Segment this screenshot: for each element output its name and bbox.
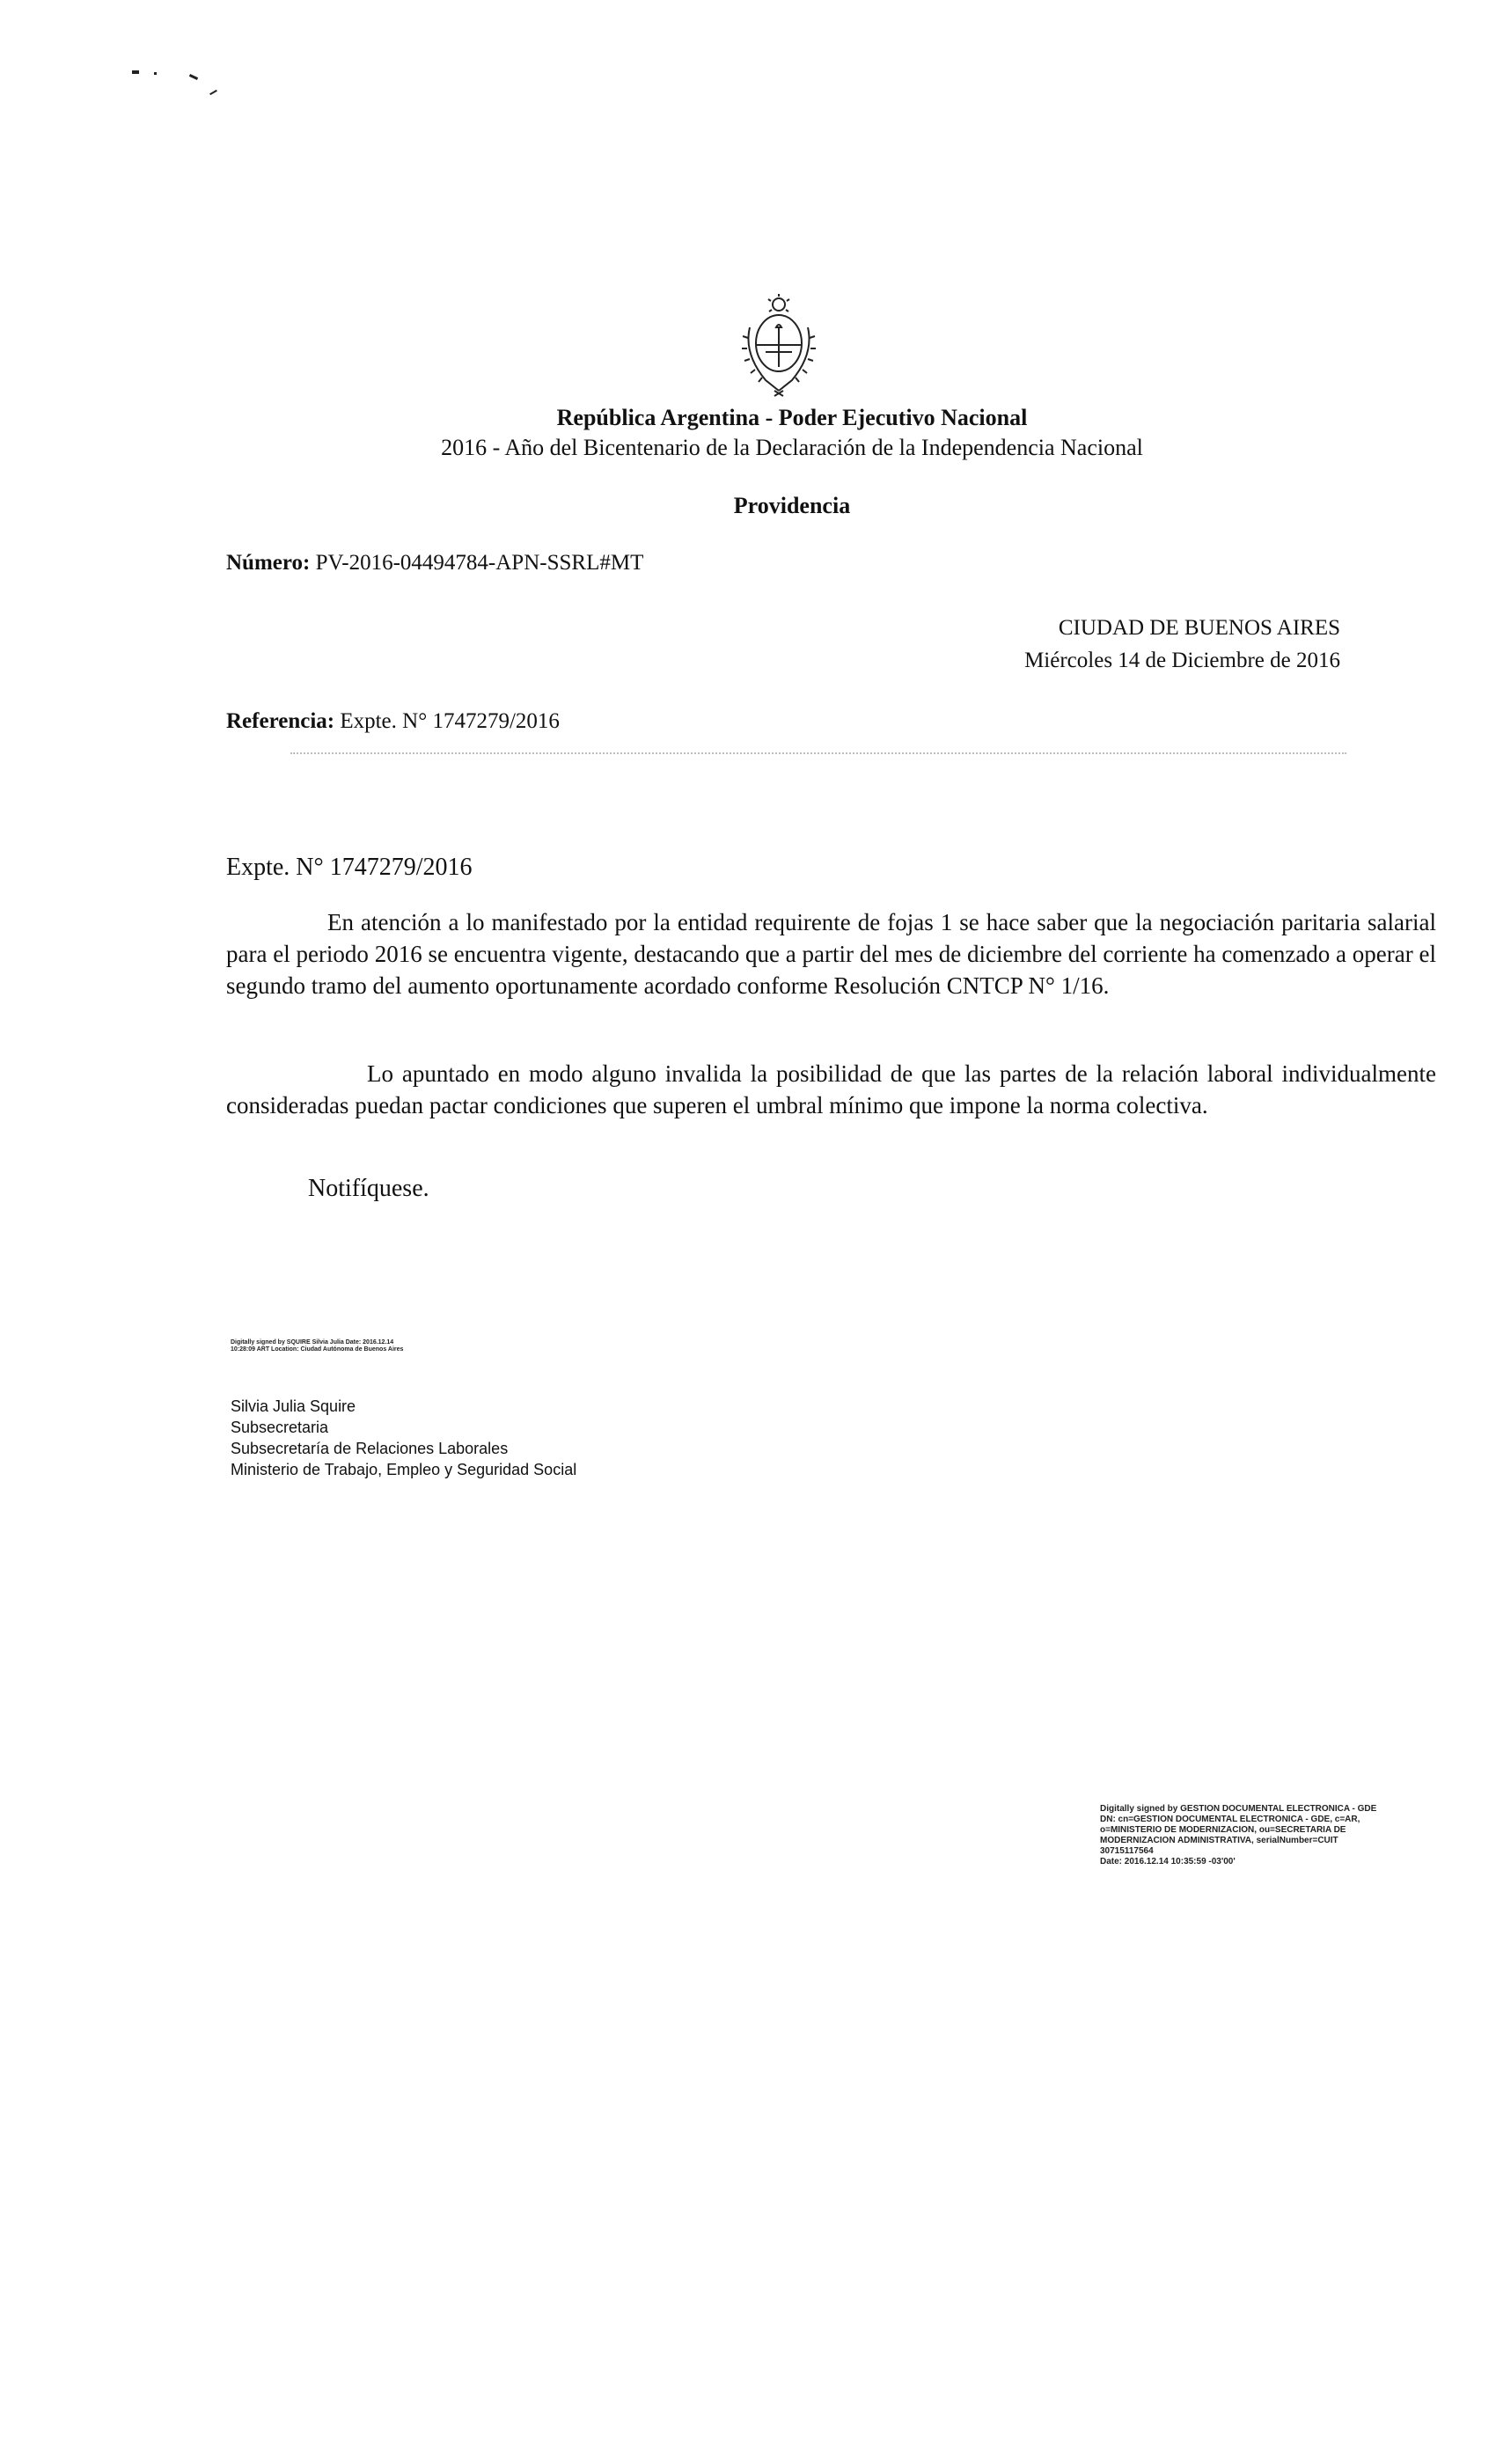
city: CIUDAD DE BUENOS AIRES [1058,616,1340,640]
signer-name: Silvia Julia Squire [231,1397,356,1415]
document-number [226,551,643,576]
body-paragraph-1: En atención a lo manifestado por la entidad requirente de fojas 1 se hace saber que la negociación paritaria salarial para el periodo 2016 se encuentra vigente, destacando que a partir del mes de diciembre del corriente ha comenzado a operar el segundo tramo del aumento oportunamente acordado conforme Resolución CNTCP N° 1/16. [226,909,1436,999]
coat-of-arms-seal [730,292,827,402]
divider [290,752,1346,754]
digital-signature-block: Digitally signed by GESTION DOCUMENTAL ELECTRONICA - GDE DN: cn=GESTION DOCUMENTAL ELECTRONICA - GDE, c=AR, o=MINISTERIO DE MODERNIZACION, ou=SECRETARIA DE MODERNIZACION ADMINISTRATIVA, serialNumber=CUIT 30715117564 Date: 2016.12.14 10:35:59 -03'00' [1100,1804,1377,1866]
reference-label: Referencia: [226,709,335,733]
header-subtitle: 2016 - Año del Bicentenario de la Declaración de la Independencia Nacional [441,435,1143,460]
body-paragraph-2: Lo apuntado en modo alguno invalida la posibilidad de que las partes de la relación laboral individualmente consideradas puedan pactar condiciones que superen el umbral mínimo que impone la norma colectiva. [226,1060,1436,1118]
body-heading: Expte. N° 1747279/2016 [226,854,473,881]
scan-speck [132,70,139,74]
signer-ministry: Ministerio de Trabajo, Empleo y Seguridad Social [231,1461,577,1478]
document-type: Providencia [733,493,851,518]
scan-speck [189,74,198,80]
closing-text: Notifíquese. [308,1175,429,1202]
header-title: República Argentina - Poder Ejecutivo Nacional [556,405,1028,430]
reference-value: Expte. N° 1747279/2016 [340,709,560,733]
signer-department: Subsecretaría de Relaciones Laborales [231,1440,509,1457]
scan-speck [154,72,157,75]
reference [226,709,560,734]
date: Miércoles 14 de Diciembre de 2016 [1024,649,1340,672]
signer-title: Subsecretaria [231,1419,329,1436]
document-number-value: PV-2016-04494784-APN-SSRL#MT [315,551,644,575]
document-number-label: Número: [226,551,311,575]
scan-speck [209,90,217,95]
signature-stamp: Digitally signed by SQUIRE Silvia Julia Date: 2016.12.14 10:28:09 ART Location: Ciudad Autónoma de Buenos Aires [231,1339,404,1353]
